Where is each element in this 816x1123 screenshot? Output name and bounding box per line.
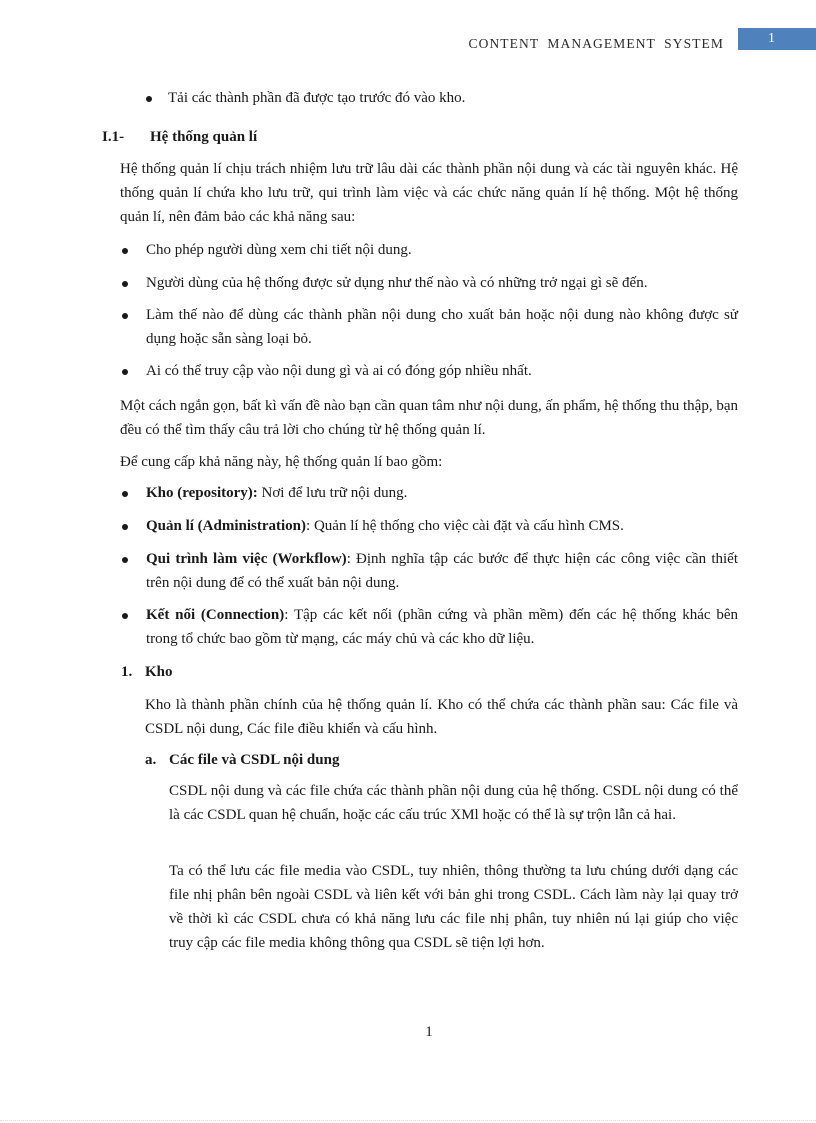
subsection-title: Kho bbox=[145, 664, 173, 680]
bullet-dot bbox=[122, 248, 128, 254]
component-desc: Nơi để lưu trữ nội dung. bbox=[257, 485, 408, 501]
bullet-dot bbox=[122, 281, 128, 287]
component-item bbox=[146, 547, 738, 595]
component-desc: : Tập các kết nối (phần cứng và phần mềm) đến các hệ thống khác bên trong tổ chức bao gồm từ mạng, các máy chủ và các kho dữ liệu. bbox=[146, 607, 738, 647]
section-intro: Hệ thống quản lí chịu trách nhiệm lưu trữ lâu dài các thành phần nội dung và các tài nguyên khác. Hệ thống quản lí chứa kho lưu trữ, qui trình làm việc và các chức năng quản lí hệ thống. Một hệ thống quản lí, nên đảm bảo các khả năng sau: bbox=[120, 161, 738, 225]
component-desc: : Định nghĩa tập các bước để thực hiện các công việc cần thiết trên nội dung để có thể xuất bản nội dung. bbox=[146, 551, 738, 591]
bullet-dot bbox=[122, 613, 128, 619]
item-title: Các file và CSDL nội dung bbox=[169, 752, 340, 768]
section-paragraph: Để cung cấp khả năng này, hệ thống quản lí bao gồm: bbox=[120, 454, 443, 470]
component-desc: : Quản lí hệ thống cho việc cài đặt và cấu hình CMS. bbox=[306, 518, 624, 534]
component-term: Qui trình làm việc (Workflow) bbox=[146, 551, 347, 567]
bullet-dot bbox=[122, 524, 128, 530]
page-bottom-rule bbox=[0, 1120, 816, 1121]
top-bullet-text: Tải các thành phần đã được tạo trước đó vào kho. bbox=[168, 90, 466, 106]
capability-item: Làm thế nào để dùng các thành phần nội dung cho xuất bản hoặc nội dung nào không được sử dụng hoặc sẵn sàng loại bỏ. bbox=[146, 307, 738, 347]
item-paragraph: CSDL nội dung và các file chứa các thành phần nội dung của hệ thống. CSDL nội dung có thể là các CSDL quan hệ chuẩn, hoặc các cấu trúc XMl hoặc có thể là sự trộn lẫn cả hai. bbox=[169, 783, 738, 823]
capability-item: Ai có thể truy cập vào nội dung gì và ai có đóng góp nhiều nhất. bbox=[146, 363, 532, 379]
header-page-number: 1 bbox=[738, 28, 816, 50]
section-number: I.1- bbox=[102, 129, 125, 145]
bullet-dot bbox=[122, 491, 128, 497]
component-term: Quản lí (Administration) bbox=[146, 518, 307, 534]
bullet-dot bbox=[122, 557, 128, 563]
component-item bbox=[146, 603, 738, 651]
capability-item: Cho phép người dùng xem chi tiết nội dung. bbox=[146, 242, 412, 258]
component-item bbox=[146, 514, 738, 538]
bullet-dot bbox=[146, 96, 152, 102]
component-term: Kết nối (Connection) bbox=[146, 607, 285, 623]
footer-page-number: 1 bbox=[425, 1024, 433, 1040]
component-term: Kho (repository): bbox=[146, 485, 258, 501]
bullet-dot bbox=[122, 369, 128, 375]
capability-item: Người dùng của hệ thống được sử dụng như thế nào và có những trở ngại gì sẽ đến. bbox=[146, 275, 648, 291]
component-item bbox=[146, 481, 738, 505]
subsection-number: 1. bbox=[121, 664, 133, 680]
section-paragraph: Một cách ngắn gọn, bất kì vấn đề nào bạn cần quan tâm như nội dung, ấn phẩm, hệ thống thu thập, bạn đều có thể tìm thấy câu trả lời cho chúng từ hệ thống quản lí. bbox=[120, 398, 738, 438]
item-letter: a. bbox=[145, 752, 157, 768]
bullet-dot bbox=[122, 313, 128, 319]
page-header bbox=[0, 28, 816, 54]
section-title: Hệ thống quản lí bbox=[150, 129, 258, 145]
subsection-intro: Kho là thành phần chính của hệ thống quản lí. Kho có thể chứa các thành phần sau: Các file và CSDL nội dung, Các file điều khiển và cấu hình. bbox=[145, 697, 738, 737]
item-paragraph: Ta có thể lưu các file media vào CSDL, tuy nhiên, thông thường ta lưu chúng dưới dạng các file nhị phân bên ngoài CSDL và liên kết với bản ghi trong CSDL. Cách làm này lại quay trở về thời kì các CSDL chưa có khả năng lưu các file nhị phân, tuy nhiên nú lại giúp cho việc truy cập các file media không thông qua CSDL sẽ tiện lợi hơn. bbox=[169, 863, 738, 951]
header-title: CONTENT MANAGEMENT SYSTEM bbox=[468, 36, 724, 51]
